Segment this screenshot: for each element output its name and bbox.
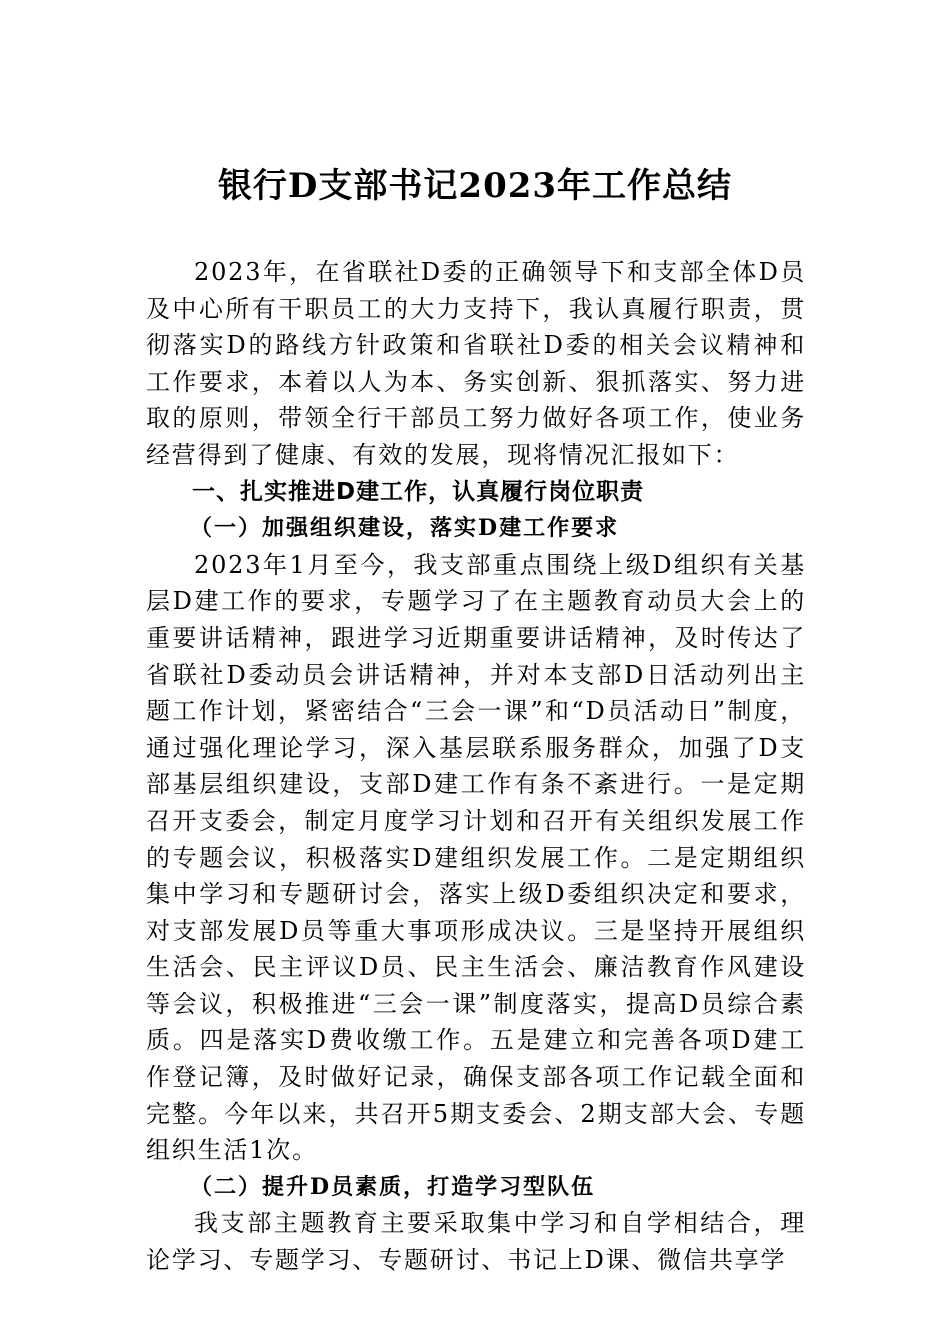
subsection-heading-2: （二）提升D员素质，打造学习型队伍 (190, 1173, 596, 1200)
intro-paragraph: 2023年，在省联社D委的正确领导下和支部全体D员及中心所有干职员工的大力支持下，我认真履行职责，贯彻落实D的路线方针政策和省联社D委的相关会议精神和工作要求，本着以人为本、务实创新、狠抓落实、努力进取的原则，带领全行干部员工努力做好各项工作，使业务经营得到了健康、有效的发展，现将情况汇报如下： (146, 258, 806, 469)
document-body (146, 254, 806, 1279)
body-paragraph-1: 2023年1月至今，我支部重点围绕上级D组织有关基层D建工作的要求，专题学习了在主题教育动员大会上的重要讲话精神，跟进学习近期重要讲话精神，及时传达了省联社D委动员会讲话精神，并对本支部D日活动列出主题工作计划，紧密结合“三会一课”和“D员活动日”制度，通过强化理论学习，深入基层联系服务群众，加强了D支部基层组织建设，支部D建工作有条不紊进行。一是定期召开支委会，制定月度学习计划和召开有关组织发展工作的专题会议，积极落实D建组织发展工作。二是定期组织集中学习和专题研讨会，落实上级D委组织决定和要求，对支部发展D员等重大事项形成决议。三是坚持开展组织生活会、民主评议D员、民主生活会、廉洁教育作风建设等会议，积极推进“三会一课”制度落实，提高D员综合素质。四是落实D费收缴工作。五是建立和完善各项D建工作登记簿，及时做好记录，确保支部各项工作记载全面和完整。今年以来，共召开5期支委会、2期支部大会、专题组织生活1次。 (146, 550, 806, 1165)
document-title: 银行D支部书记2023年工作总结 (217, 166, 733, 206)
body-paragraph-2: 我支部主题教育主要采取集中学习和自学相结合，理论学习、专题学习、专题研讨、书记上D课、微信共享学 (146, 1209, 806, 1275)
section-heading-1: 一、扎实推进D建工作，认真履行岗位职责 (192, 478, 645, 505)
subsection-heading-1: （一）加强组织建设，落实D建工作要求 (190, 515, 620, 542)
